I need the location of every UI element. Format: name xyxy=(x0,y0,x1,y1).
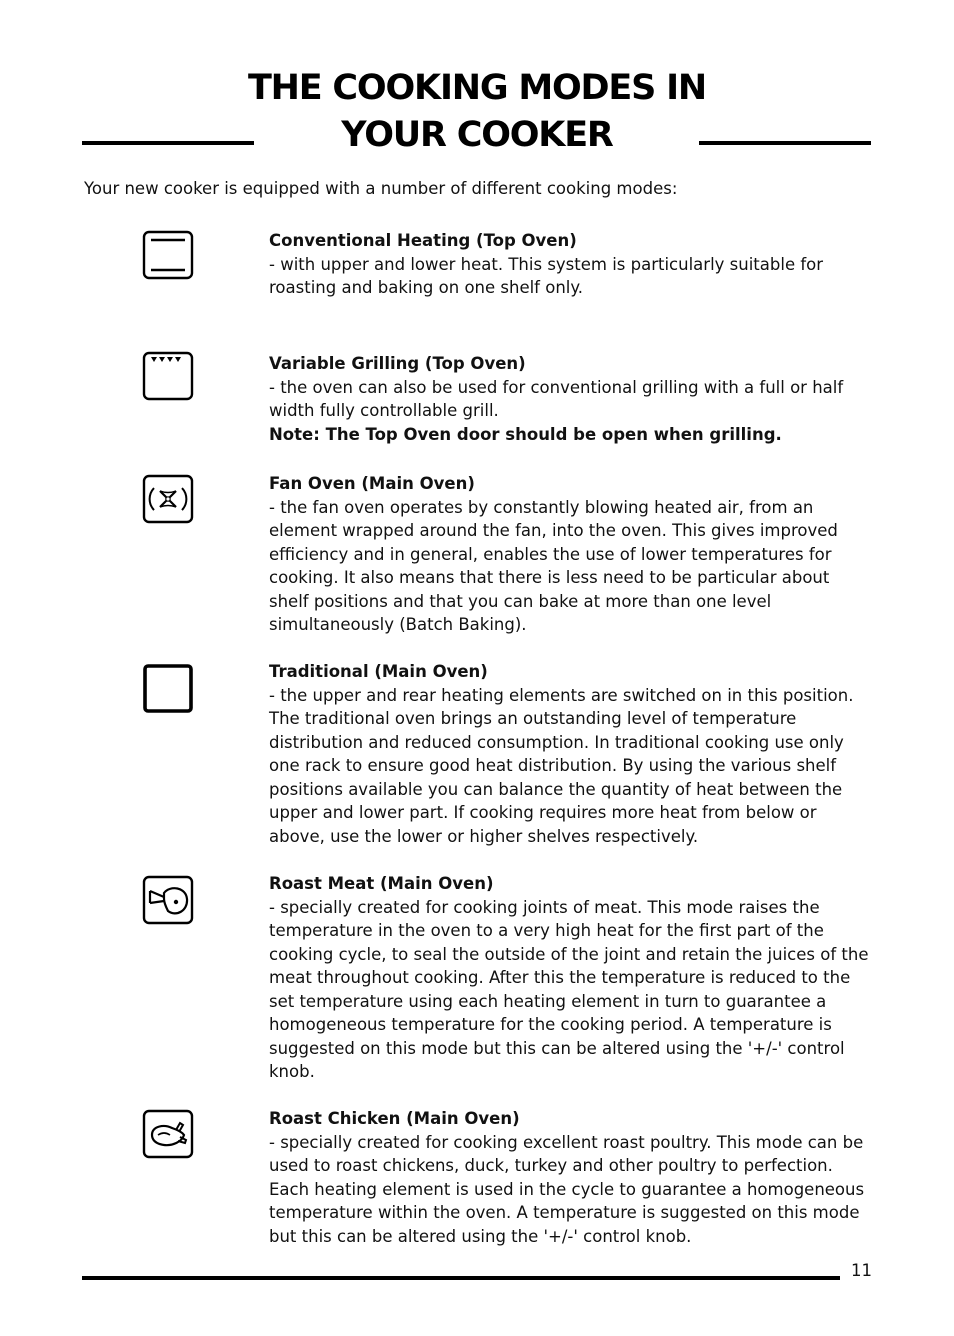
mode-title: Traditional (Main Oven) xyxy=(269,662,488,681)
mode-description: - the oven can also be used for conventional grilling with a full or half width fully controllable grill. xyxy=(269,377,844,420)
mode-roast-chicken xyxy=(269,1107,873,1248)
title-rule-right xyxy=(699,141,871,145)
roast-chicken-icon xyxy=(142,1109,194,1159)
page-number: 11 xyxy=(851,1261,872,1280)
mode-note: Note: The Top Oven door should be open when grilling. xyxy=(269,424,782,444)
mode-title: Roast Meat (Main Oven) xyxy=(269,874,494,893)
mode-traditional xyxy=(269,660,873,848)
page-title-line-1: THE COOKING MODES IN xyxy=(247,68,707,108)
page-title-line-2: YOUR COOKER xyxy=(341,115,613,155)
title-rule-left xyxy=(82,141,254,145)
mode-title: Conventional Heating (Top Oven) xyxy=(269,231,577,250)
mode-title: Variable Grilling (Top Oven) xyxy=(269,354,526,373)
roast-meat-icon xyxy=(142,875,194,925)
mode-roast-meat xyxy=(269,872,873,1084)
mode-conventional-heating xyxy=(269,229,873,300)
mode-title: Roast Chicken (Main Oven) xyxy=(269,1109,520,1128)
traditional-oven-icon xyxy=(142,663,194,713)
mode-description: - with upper and lower heat. This system is particularly suitable for roasting and baking on one shelf only. xyxy=(269,254,824,297)
mode-description: - specially created for cooking excellent roast poultry. This mode can be used to roast chickens, duck, turkey and other poultry to perfection. Each heating element is used in the cycle to guarantee a homogeneous temperature within the oven. A temperature is suggested on this mode but this can be altered using the '+/-' control knob. xyxy=(269,1132,865,1246)
mode-variable-grilling xyxy=(269,352,873,446)
conventional-heating-icon xyxy=(142,230,194,280)
mode-description: - specially created for cooking joints of meat. This mode raises the temperature in the oven to a very high heat for the first part of the cooking cycle, to seal the outside of the joint and retain the juices of the meat throughout cooking. After this the temperature is reduced to the set temperature using each heating element in turn to guarantee a homogeneous temperature for the cooking period. A temperature is suggested on this mode but this can be altered using the '+/-' control knob. xyxy=(269,897,869,1081)
footer-rule xyxy=(82,1276,840,1280)
variable-grill-icon xyxy=(142,351,194,401)
intro-text: Your new cooker is equipped with a number of different cooking modes: xyxy=(84,179,678,198)
mode-title: Fan Oven (Main Oven) xyxy=(269,474,475,493)
mode-description: - the fan oven operates by constantly blowing heated air, from an element wrapped around the fan, into the oven. This gives improved efficiency and in general, enables the use of lower temperatures for cooking. It also means that there is less need to be particular about shelf positions and that you can bake at more than one level simultaneously (Batch Baking). xyxy=(269,497,838,634)
mode-fan-oven xyxy=(269,472,873,637)
mode-description: - the upper and rear heating elements are switched on in this position. The traditional oven brings an outstanding level of temperature distribution and reduced consumption. In traditional cooking use only one rack to ensure good heat distribution. By using the various shelf positions available you can balance the quantity of heat between the upper and lower part. If cooking requires more heat from below or above, use the lower or higher shelves respectively. xyxy=(269,685,854,846)
fan-oven-icon xyxy=(142,474,194,524)
